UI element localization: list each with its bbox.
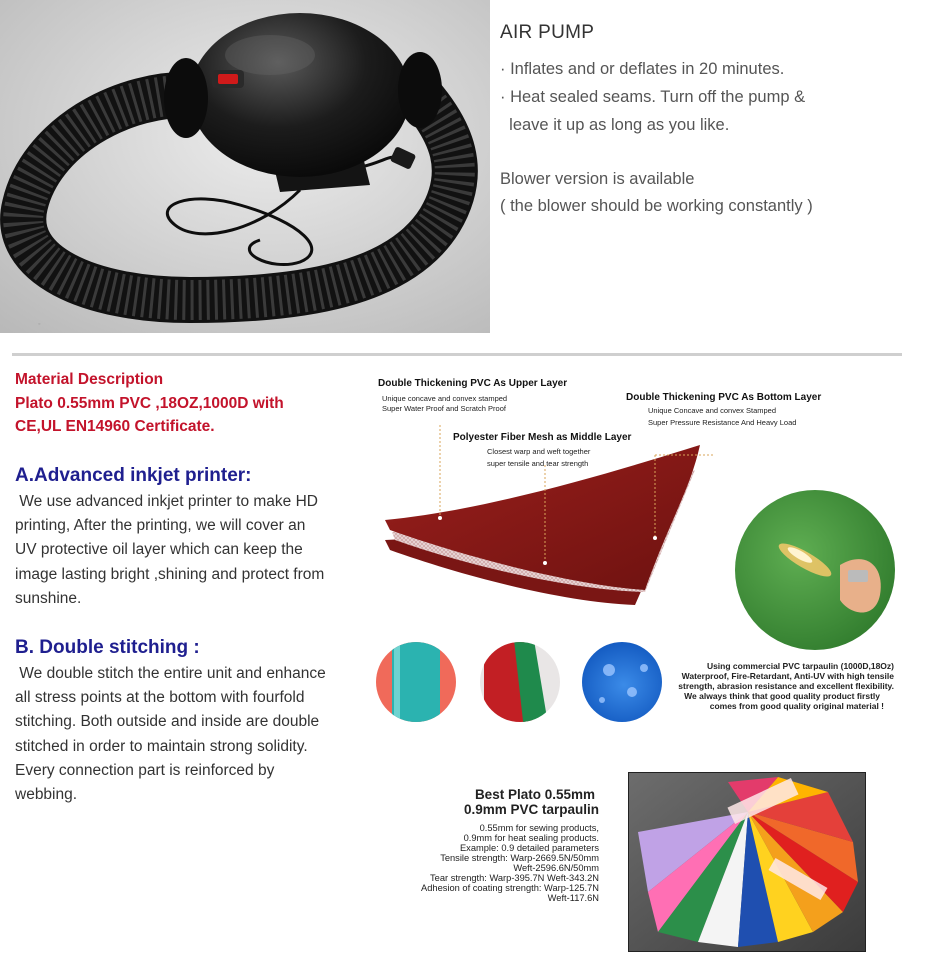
upper-layer-desc-1: Unique concave and convex stamped — [382, 394, 508, 403]
svg-text:◦: ◦ — [38, 321, 41, 328]
middle-layer-desc-2: super tensile and tear strength — [487, 459, 589, 468]
spec-line: Weft-2596.6N/50mm — [513, 863, 599, 873]
air-pump-title: AIR PUMP — [500, 22, 595, 43]
section-b-line: Every connection part is reinforced by — [15, 761, 275, 779]
commercial-info-line: We always think that good quality product firstly — [684, 691, 880, 701]
upper-layer-desc-2: Super Water Proof and Scratch Proof — [382, 404, 506, 413]
spec-line: Adhesion of coating strength: Warp-125.7N — [421, 883, 599, 893]
waterproof-blue-sample — [574, 640, 674, 725]
section-a-line: printing, After the printing, we will cover an — [15, 517, 306, 535]
material-line-2: CE,UL EN14960 Certificate. — [15, 418, 215, 435]
blower-availability: Blower version is available — [500, 170, 695, 188]
bottom-layer-title: Double Thickening PVC As Bottom Layer — [626, 392, 822, 403]
material-line-1: Plato 0.55mm PVC ,18OZ,1000D with — [15, 395, 284, 412]
spec-line: Example: 0.9 detailed parameters — [459, 843, 599, 853]
air-pump-bullet-2: · Heat sealed seams. Turn off the pump & — [500, 88, 806, 106]
best-plato-title-2: 0.9mm PVC tarpaulin — [463, 802, 599, 817]
section-a-line: We use advanced inkjet printer to make HD — [15, 493, 318, 510]
air-pump-bullet-2-cont: leave it up as long as you like. — [500, 116, 730, 134]
commercial-info-line: comes from good quality original material ! — [709, 701, 884, 711]
commercial-info — [678, 661, 894, 711]
section-b-title-text: B. Double stitching : — [15, 637, 200, 658]
commercial-info-line: strength, abrasion resistance and excellent flexibility. — [678, 681, 894, 691]
pvc-swatch-fan-photo — [628, 772, 866, 952]
section-b-title — [15, 637, 200, 659]
section-b-line: all stress points at the bottom with fourfold — [15, 689, 305, 707]
middle-layer-title: Polyester Fiber Mesh as Middle Layer — [453, 432, 632, 443]
bottom-layer-desc-2: Super Pressure Resistance And Heavy Load — [648, 418, 797, 427]
best-plato-block — [399, 787, 599, 903]
commercial-info-line: Waterproof, Fire-Retardant, Anti-UV with high tensile — [681, 671, 894, 681]
teal-red-sample — [374, 640, 464, 725]
section-b-line: stitching. Both outside and inside are double — [15, 713, 320, 731]
section-b-body — [15, 662, 360, 807]
spec-line: Tear strength: Warp-395.7N Weft-343.2N — [430, 873, 599, 883]
section-a-line: image lasting bright ,shining and protect from — [15, 565, 325, 583]
air-pump-bullet-1: · Inflates and or deflates in 20 minutes. — [500, 60, 785, 78]
section-a-title — [15, 465, 252, 487]
spec-line: 0.55mm for sewing products, — [479, 823, 599, 833]
spec-line: Weft-117.6N — [547, 893, 599, 903]
spec-line: Tensile strength: Warp-2669.5N/50mm — [440, 853, 599, 863]
commercial-info-line: Using commercial PVC tarpaulin (1000D,18Oz) — [706, 661, 894, 671]
section-b-line: webbing. — [15, 786, 78, 804]
bottom-layer-desc-1: Unique Concave and convex Stamped — [648, 406, 776, 415]
section-a-line: sunshine. — [15, 589, 82, 607]
material-heading: Material Description — [15, 371, 164, 388]
upper-layer-title: Double Thickening PVC As Upper Layer — [378, 378, 568, 389]
section-divider — [12, 353, 902, 356]
pvc-sample-circles — [374, 640, 674, 725]
section-a-body — [15, 490, 360, 611]
blower-note: ( the blower should be working constantly ) — [500, 197, 813, 215]
section-b-line: We double stitch the entire unit and enhance — [15, 665, 326, 682]
best-plato-title-1: Best Plato 0.55mm — [474, 787, 595, 802]
section-a-line: UV protective oil layer which can keep the — [15, 541, 303, 559]
red-green-sample — [474, 640, 564, 725]
section-b-line: stitched in order to maintain strong solidity. — [15, 737, 308, 755]
section-a-title-text: A.Advanced inkjet printer: — [15, 465, 252, 486]
air-pump-photo — [0, 0, 490, 333]
middle-layer-desc-1: Closest warp and weft together — [487, 447, 591, 456]
spec-line: 0.9mm for heat sealing products. — [463, 833, 599, 843]
